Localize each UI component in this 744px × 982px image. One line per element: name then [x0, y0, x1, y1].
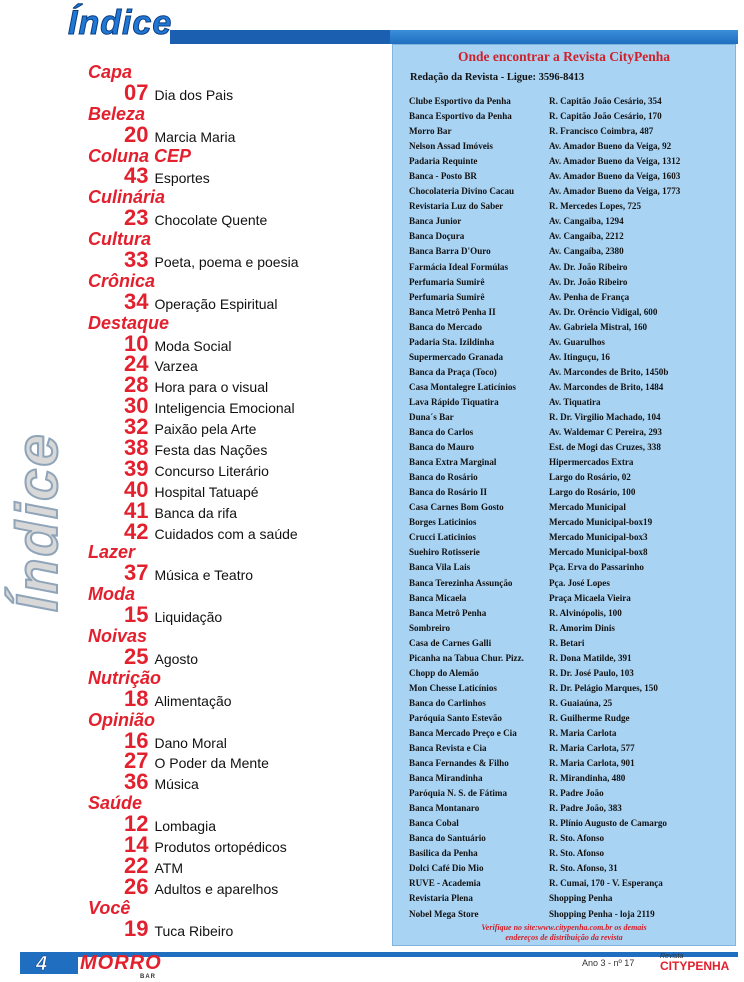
index-entry[interactable]	[88, 915, 388, 941]
location-name: Lava Rápido Tiquatira	[409, 396, 499, 407]
location-name: Banca da Praça (Toco)	[409, 366, 497, 377]
index-section-title: Saúde	[88, 793, 143, 814]
location-address: Av. Cangaíba, 2380	[549, 246, 624, 257]
location-name: Banca Cobal	[409, 818, 459, 829]
index-entry[interactable]	[88, 288, 388, 314]
location-address: Av. Penha de França	[549, 291, 630, 302]
location-name: Banca do Carlinhos	[409, 697, 486, 708]
location-row	[409, 199, 729, 214]
location-address: R. Francisco Coimbra, 487	[549, 126, 654, 137]
index-entry-label: Agosto	[154, 650, 199, 667]
location-name: Banca Micaela	[409, 592, 467, 603]
index-entry-page: 40	[124, 476, 149, 502]
index-entry-label: Produtos ortopédicos	[154, 838, 287, 855]
index-entry-page: 33	[124, 247, 149, 273]
location-address: Mercado Municipal-box19	[549, 517, 653, 528]
location-row	[409, 109, 729, 124]
index-section-title: Culinária	[88, 187, 166, 208]
location-address: R. Dona Matilde, 391	[549, 652, 632, 663]
index-entry-label: Inteligencia Emocional	[154, 400, 295, 417]
location-address: R. Sto. Afonso	[549, 848, 605, 859]
index-entry[interactable]	[88, 873, 388, 899]
index-entry-page: 32	[124, 414, 149, 440]
location-address: R. Sto. Afonso, 31	[549, 863, 618, 874]
location-address: R. Guilherme Rudge	[549, 712, 630, 723]
location-row	[409, 636, 729, 651]
location-name: Nelson Assad Imóveis	[409, 141, 493, 152]
location-name: Mon Chesse Laticínios	[409, 682, 497, 693]
index-entry-label: Marcia Maria	[154, 128, 236, 145]
location-row	[409, 260, 729, 275]
location-address: Est. de Mogi das Cruzes, 338	[549, 442, 661, 453]
location-address: Praça Micaela Vieira	[549, 592, 631, 603]
index-entry-label: Esportes	[154, 170, 210, 187]
location-address: R. Alvinópolis, 100	[549, 607, 622, 618]
index-entry-label: Moda Social	[154, 337, 232, 354]
index-entry[interactable]	[88, 685, 388, 711]
location-address: R. Sto. Afonso	[549, 833, 605, 844]
index-entry-label: Operação Espiritual	[154, 295, 278, 312]
side-title: Índice	[5, 432, 70, 612]
location-row	[409, 365, 729, 380]
location-address: R. Dr. José Paulo, 103	[549, 667, 634, 678]
location-name: Duna´s Bar	[409, 411, 454, 422]
location-name: Paróquia Santo Estevão	[409, 712, 502, 723]
index-entry-label: Música e Teatro	[154, 567, 254, 584]
index-entry[interactable]	[88, 163, 388, 189]
location-name: Basilica da Penha	[409, 848, 478, 859]
index-entry-label: Lombagia	[154, 818, 216, 835]
location-name: Perfumaria Sumirê	[409, 276, 485, 287]
index-section-title: Nutrição	[88, 667, 162, 688]
location-address: Av. Dr. Orêncio Vidigal, 600	[549, 306, 658, 317]
index-entry-label: ATM	[154, 859, 183, 876]
location-row	[409, 455, 729, 470]
location-address: Av. Guarulhos	[549, 336, 605, 347]
location-row	[409, 214, 729, 229]
location-address: Av. Dr. João Ribeiro	[549, 261, 628, 272]
location-address: Largo do Rosário, 100	[549, 487, 636, 498]
location-row	[409, 756, 729, 771]
location-name: Morro Bar	[409, 126, 452, 137]
location-row	[409, 275, 729, 290]
index-entry-page: 27	[124, 748, 149, 774]
index-entry-label: Alimentação	[154, 692, 232, 709]
index-entry-page: 10	[124, 330, 149, 356]
location-name: Banca Extra Marginal	[409, 457, 497, 468]
index-entry-label: Música	[154, 776, 199, 793]
location-name: Clube Esportivo da Penha	[409, 96, 511, 106]
location-row	[409, 591, 729, 606]
location-row	[409, 470, 729, 485]
location-address: R. Padre João, 383	[549, 803, 622, 814]
page-title: Índice	[68, 4, 173, 42]
location-address: R. Guaiaúna, 25	[549, 697, 613, 708]
index-entry-page: 43	[124, 163, 149, 189]
index-entry[interactable]	[88, 769, 388, 795]
location-address: R. Dr. Virgilio Machado, 104	[549, 411, 661, 422]
location-row	[409, 229, 729, 244]
location-row	[409, 440, 729, 455]
index-entry-label: Tuca Ribeiro	[154, 922, 234, 939]
index-entry-label: Cuidados com a saúde	[154, 525, 298, 542]
location-address: Mercado Municipal-box3	[549, 532, 648, 543]
index-section-title: Opinião	[88, 709, 155, 730]
location-name: Borges Laticinios	[409, 517, 477, 528]
location-address: R. Mercedes Lopes, 725	[549, 201, 642, 212]
location-row	[409, 244, 729, 259]
index-entry-page: 23	[124, 205, 149, 231]
index-section-title: Destaque	[88, 312, 170, 333]
location-row	[409, 154, 729, 169]
index-section-title: Crônica	[88, 270, 156, 291]
edition-label: Ano 3 - nº 17	[582, 958, 635, 968]
index-entry-label: Dano Moral	[154, 734, 227, 751]
location-address: Av. Amador Bueno da Veiga, 1603	[549, 171, 681, 182]
index-section-title: Você	[88, 897, 131, 918]
morro-bar-logo	[80, 952, 162, 980]
location-address: Mercado Municipal	[549, 502, 626, 513]
location-address: R. Maria Carlota, 577	[549, 743, 635, 754]
location-address: Mercado Municipal-box8	[549, 547, 648, 558]
location-row	[409, 169, 729, 184]
location-name: Banca do Santuário	[409, 833, 486, 844]
index-entry-page: 26	[124, 873, 149, 899]
location-address: Av. Marcondes de Brito, 1450b	[549, 366, 669, 377]
location-address: Pça. Erva do Passarinho	[549, 562, 644, 573]
location-row	[409, 380, 729, 395]
location-name: Banca do Mauro	[409, 442, 475, 453]
index-entry-page: 12	[124, 811, 149, 837]
location-name: Banca Esportivo da Penha	[409, 111, 512, 122]
index-entry-label: Chocolate Quente	[154, 212, 268, 229]
location-name: Banca Metrô Penha II	[409, 306, 496, 317]
location-name: Picanha na Tabua Chur. Pizz.	[409, 652, 524, 663]
location-address: R. Capitão João Cesário, 354	[549, 96, 662, 106]
index-entry-page: 24	[124, 351, 149, 377]
location-address: R. Plínio Augusto de Camargo	[549, 818, 667, 829]
index-entry-label: Hospital Tatuapé	[154, 483, 259, 500]
index-entry-page: 38	[124, 435, 149, 461]
index-section-title: Capa	[88, 62, 133, 82]
location-row	[409, 335, 729, 350]
location-row	[409, 124, 729, 139]
header-bar-accent	[160, 30, 390, 44]
location-address: R. Amorim Dinis	[549, 622, 615, 633]
location-row	[409, 606, 729, 621]
location-name: Casa de Carnes Galli	[409, 637, 492, 648]
location-name: Banca Vila Lais	[409, 562, 471, 573]
index-section-title: Coluna CEP	[88, 145, 192, 166]
location-address: R. Maria Carlota, 901	[549, 758, 635, 769]
location-name: Banca do Rosário	[409, 472, 478, 483]
index-section-title: Beleza	[88, 103, 146, 124]
index-entry-page: 22	[124, 852, 149, 878]
location-row	[409, 651, 729, 666]
index-entry[interactable]	[88, 602, 388, 628]
location-name: RUVE - Academia	[409, 878, 481, 889]
index-entry-label: Banca da rifa	[154, 504, 237, 521]
index-entry-page: 41	[124, 497, 149, 523]
location-row	[409, 545, 729, 560]
location-name: Banca Doçura	[409, 231, 465, 242]
location-name: Banca do Rosário II	[409, 487, 488, 498]
location-name: Banca - Posto BR	[409, 171, 477, 182]
page-number: 4	[36, 953, 48, 975]
index-entry-page: 19	[124, 915, 149, 941]
location-name: Banca Mirandinha	[409, 773, 483, 784]
location-name: Banca Fernandes & Filho	[409, 758, 509, 769]
index-entry-page: 37	[124, 560, 149, 586]
index-section-title: Lazer	[88, 542, 136, 563]
location-address: R. Mirandinha, 480	[549, 773, 626, 784]
location-name: Chocolateria Divino Cacau	[409, 186, 515, 197]
location-address: R. Dr. Pelágio Marques, 150	[549, 682, 658, 693]
location-row	[409, 816, 729, 831]
index-entry-label: Paixão pela Arte	[154, 421, 257, 438]
location-name: Banca Montanaro	[409, 803, 480, 814]
location-name: Banca Metrô Penha	[409, 607, 487, 618]
location-address: Av. Amador Bueno da Veiga, 92	[549, 141, 672, 152]
index-entry[interactable]	[88, 79, 388, 105]
index-entry-label: Adultos e aparelhos	[154, 880, 279, 897]
location-row	[409, 425, 729, 440]
location-row	[409, 801, 729, 816]
location-row	[409, 530, 729, 545]
index-entry-label: Liquidação	[154, 609, 223, 626]
location-name: Supermercado Granada	[409, 351, 504, 362]
location-row	[409, 666, 729, 681]
location-address: Av. Amador Bueno da Veiga, 1773	[549, 186, 681, 197]
location-address: Av. Waldemar C Pereira, 293	[549, 427, 662, 438]
index-entry[interactable]	[88, 560, 388, 586]
location-address: R. Cumai, 170 - V. Esperança	[549, 878, 663, 889]
index-entry[interactable]	[88, 643, 388, 669]
page-number-box	[20, 954, 78, 974]
index-entry-page: 07	[124, 79, 149, 105]
index-section-title: Moda	[88, 584, 135, 605]
index-entry-page: 25	[124, 643, 149, 669]
location-row	[409, 711, 729, 726]
location-list	[409, 94, 729, 922]
location-row	[409, 907, 729, 922]
location-name: Banca Revista e Cia	[409, 743, 487, 754]
location-row	[409, 846, 729, 861]
location-address: Pça. José Lopes	[549, 577, 610, 588]
panel-footnote-line: Verifique no site:www.citypenha.com.br os demais	[481, 923, 647, 932]
location-row	[409, 741, 729, 756]
brand-name: CITYPENHA	[660, 959, 730, 973]
location-row	[409, 876, 729, 891]
location-row	[409, 576, 729, 591]
location-name: Padaria Sta. Izildinha	[409, 336, 495, 347]
index-entry-page: 34	[124, 288, 149, 314]
location-address: R. Padre João	[549, 788, 604, 799]
location-row	[409, 94, 729, 109]
location-name: Banca Junior	[409, 216, 462, 227]
index-entry-label: Concurso Literário	[154, 462, 269, 479]
index-entry-page: 28	[124, 372, 149, 398]
location-name: Padaria Requinte	[409, 156, 478, 167]
location-row	[409, 560, 729, 575]
index-section-title: Noivas	[88, 626, 148, 647]
location-row	[409, 681, 729, 696]
panel-subtitle: Redação da Revista - Ligue: 3596-8413	[410, 72, 585, 83]
index-entry-page: 20	[124, 121, 149, 147]
location-name: Banca do Mercado	[409, 321, 483, 332]
location-address: R. Capitão João Cesário, 170	[549, 111, 662, 122]
location-name: Banca do Carlos	[409, 427, 474, 438]
index-entry[interactable]	[88, 247, 388, 273]
index-entry-page: 18	[124, 685, 149, 711]
index-entry-page: 39	[124, 455, 149, 481]
panel-footnote	[393, 923, 735, 943]
location-row	[409, 305, 729, 320]
location-address: Av. Itinguçu, 16	[549, 351, 610, 362]
index-entry-page: 36	[124, 769, 149, 795]
panel-footnote-line: endereços de distribuição da revista	[505, 933, 623, 942]
location-address: Av. Dr. João Ribeiro	[549, 276, 628, 287]
location-row	[409, 320, 729, 335]
location-address: Largo do Rosário, 02	[549, 472, 631, 483]
index-entry[interactable]	[88, 518, 388, 544]
location-name: Casa Montalegre Laticínios	[409, 381, 516, 392]
index-entry-label: Festa das Nações	[154, 442, 268, 459]
location-row	[409, 621, 729, 636]
location-row	[409, 139, 729, 154]
location-name: Banca Terezinha Assunção	[409, 577, 513, 588]
location-row	[409, 771, 729, 786]
index-entry-page: 30	[124, 393, 149, 419]
location-row	[409, 395, 729, 410]
location-name: Nobel Mega Store	[409, 908, 479, 919]
index-section-title: Cultura	[88, 229, 151, 250]
location-name: Banca Barra D'Ouro	[409, 246, 491, 257]
location-name: Paróquia N. S. de Fátima	[409, 788, 508, 799]
location-name: Casa Carnes Bom Gosto	[409, 502, 504, 513]
location-row	[409, 786, 729, 801]
index-entry[interactable]	[88, 205, 388, 231]
location-row	[409, 515, 729, 530]
location-name: Perfumaria Sumirê	[409, 291, 485, 302]
logo-text: MORRO	[80, 952, 162, 974]
index-entry-page: 15	[124, 602, 149, 628]
index-entry-page: 14	[124, 831, 149, 857]
index-entry-label: Dia dos Pais	[154, 86, 234, 103]
location-address: Av. Gabriela Mistral, 160	[549, 321, 648, 332]
location-row	[409, 726, 729, 741]
location-name: Revistaria Luz do Saber	[409, 201, 504, 212]
location-address: Av. Marcondes de Brito, 1484	[549, 381, 664, 392]
location-address: Shopping Penha	[549, 893, 613, 904]
citypenha-logo	[660, 952, 729, 971]
location-row	[409, 861, 729, 876]
index-entry-label: O Poder da Mente	[154, 755, 269, 772]
location-address: Av. Cangaiba, 1294	[549, 216, 624, 227]
index-entry-label: Hora para o visual	[154, 379, 269, 396]
header-title-box	[20, 4, 173, 48]
location-address: R. Maria Carlota	[549, 727, 617, 738]
location-address: Av. Cangaíba, 2212	[549, 231, 624, 242]
location-row	[409, 891, 729, 906]
location-name: Revistaria Plena	[409, 893, 473, 904]
location-row	[409, 696, 729, 711]
location-row	[409, 184, 729, 199]
index-entry-label: Poeta, poema e poesia	[154, 254, 299, 271]
index-list	[88, 62, 388, 939]
location-address: Av. Amador Bueno da Veiga, 1312	[549, 156, 681, 167]
panel-title: Onde encontrar a Revista CityPenha	[458, 49, 670, 64]
index-entry-page: 16	[124, 727, 149, 753]
logo-subtext: BAR	[140, 974, 156, 980]
location-name: Chopp do Alemão	[409, 667, 479, 678]
location-address: Hipermercados Extra	[549, 457, 634, 468]
location-row	[409, 350, 729, 365]
location-row	[409, 290, 729, 305]
location-name: Dolci Café Dio Mio	[409, 863, 484, 874]
distribution-panel	[392, 44, 736, 946]
location-address: Shopping Penha - loja 2119	[549, 908, 655, 919]
location-name: Crucci Laticinios	[409, 532, 476, 543]
location-row	[409, 831, 729, 846]
location-address: R. Betari	[549, 637, 585, 648]
location-row	[409, 500, 729, 515]
location-row	[409, 485, 729, 500]
brand-top: Revista	[660, 953, 684, 960]
index-entry[interactable]	[88, 121, 388, 147]
location-name: Farmácia Ideal Formúlas	[409, 261, 509, 272]
location-name: Suehiro Rotisserie	[409, 547, 480, 558]
location-row	[409, 410, 729, 425]
location-name: Banca Mercado Preço e Cia	[409, 727, 517, 738]
location-name: Sombreiro	[409, 622, 451, 633]
location-address: Av. Tiquatira	[549, 396, 601, 407]
index-entry-label: Varzea	[154, 358, 198, 375]
index-entry-page: 42	[124, 518, 149, 544]
